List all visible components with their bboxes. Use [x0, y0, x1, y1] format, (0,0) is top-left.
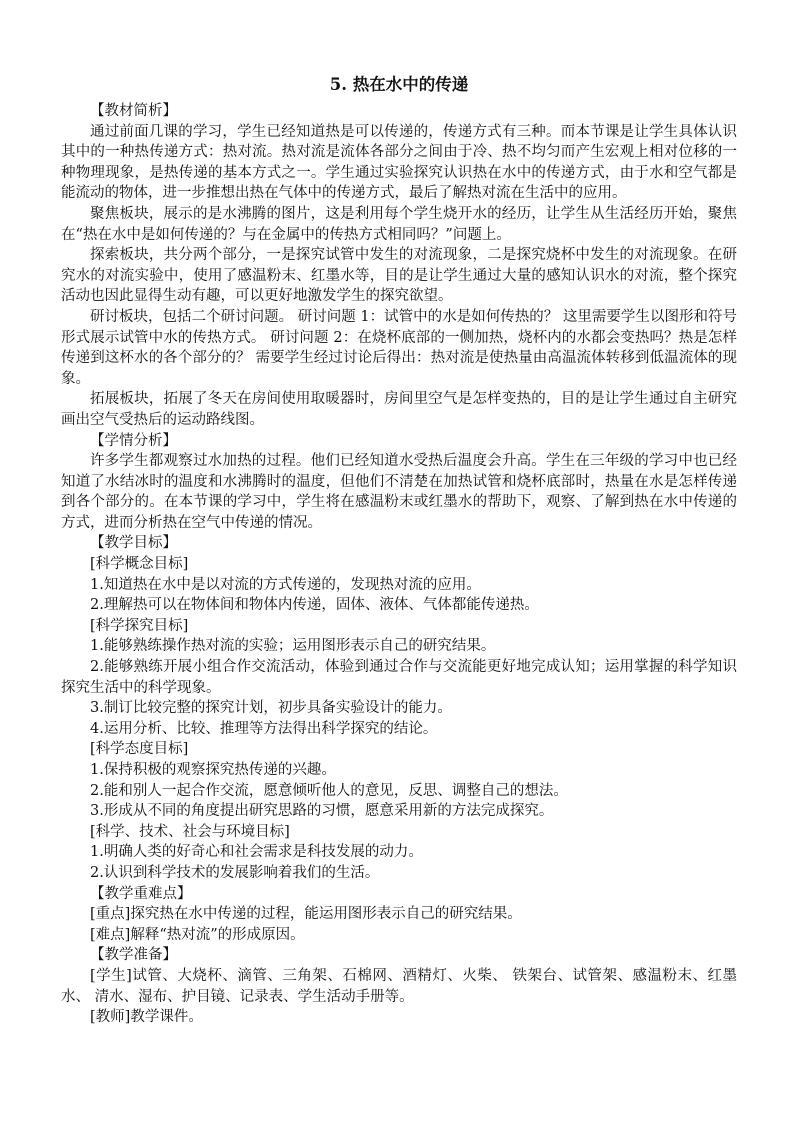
goal-group-label: [科学概念目标]: [90, 556, 189, 573]
keypoint-line: [难点]解释“热对流”的形成原因。: [90, 926, 305, 943]
document-body: [61, 74, 737, 1028]
paragraph: 许多学生都观察过水加热的过程。他们已经知道水受热后温度会升高。学生在三年级的学习中也已经知道了水结冰时的温度和水沸腾时的温度，但他们不清楚在加热试管和烧杯底部时，热量在水是怎样传递到各个部分的。在本节课的学习中，学生将在感温粉末或红墨水的帮助下，观察、了解到热在水中传递的方式，进而分析热在空气中传递的情况。: [61, 453, 737, 531]
goal-item: 1.能够熟练操作热对流的实验；运用图形表示自己的研究结果。: [90, 638, 496, 655]
goal-group-label: [科学、技术、社会与环境目标]: [90, 823, 290, 840]
goal-item: 2.认识到科学技术的发展影响着我们的生活。: [90, 864, 380, 881]
goal-item: 3.形成从不同的角度提出研究思路的习惯，愿意采用新的方法完成探究。: [90, 803, 554, 820]
goal-item: 2.能和别人一起合作交流，愿意倾听他人的意见，反思、调整自己的想法。: [90, 782, 568, 799]
goal-group-label: [科学态度目标]: [90, 741, 189, 758]
goal-item: 1.知道热在水中是以对流的方式传递的，发现热对流的应用。: [90, 576, 481, 593]
goal-item: 1.保持积极的观察探究热传递的兴趣。: [90, 762, 336, 778]
page-title: 5. 热在水中的传递: [329, 75, 469, 94]
paragraph: 研讨板块，包括二个研讨问题。 研讨问题 1：试管中的水是如何传热的？ 这里需要学生以图形和符号形式展示试管中水的传热方式。 研讨问题 2：在烧杯底部的一侧加热，烧杯内的水都会变热吗？热是怎样传递到这杯水的各个部分的？ 需要学生经过讨论后得出：热对流是使热量由高温流体转移到低温流体的现象。: [61, 308, 737, 387]
goal-item: 2.能够熟练开展小组合作交流活动，体验到通过合作与交流能更好地完成认知；运用掌握的科学知识探究生活中的科学现象。: [61, 659, 737, 696]
goal-item: 1.明确人类的好奇心和社会需求是科技发展的动力。: [90, 844, 423, 861]
section-heading-goals: 【教学目标】: [90, 535, 177, 552]
section-heading-prep: 【教学准备】: [90, 947, 177, 964]
paragraph: 通过前面几课的学习，学生已经知道热是可以传递的，传递方式有三种。而本节课是让学生具体认识其中的一种热传递方式：热对流。热对流是流体各部分之间由于冷、热不均匀而产生宏观上相对位移的一种物理现象，是热传递的基本方式之一。学生通过实验探究认识热在水中的传递方式，由于水和空气都是能流动的物体，进一步推想出热在气体中的传递方式，最后了解热对流在生活中的应用。: [61, 123, 737, 202]
goal-item: 2.理解热可以在物体间和物体内传递，固体、液体、气体都能传递热。: [90, 597, 539, 614]
paragraph: 聚焦板块，展示的是水沸腾的图片，这是利用每个学生烧开水的经历，让学生从生活经历开始，聚焦在“热在水中是如何传递的？与在金属中的传热方式相同吗？”问题上。: [61, 205, 737, 243]
section-heading-keypoints: 【教学重难点】: [90, 885, 192, 902]
paragraph: 拓展板块，拓展了冬天在房间使用取暖器时，房间里空气是怎样变热的，目的是让学生通过自主研究画出空气受热后的运动路线图。: [61, 391, 737, 428]
prep-line: [学生]试管、大烧杯、滴管、三角架、石棉网、酒精灯、火柴、 铁架台、试管架、感温粉末、红墨水、 清水、湿布、护目镜、记录表、学生活动手册等。: [61, 967, 737, 1005]
section-heading-learners: 【学情分析】: [90, 432, 177, 449]
section-heading-materials: 【教材简析】: [90, 103, 177, 119]
goal-group-label: [科学探究目标]: [90, 617, 189, 634]
paragraph: 探索板块，共分两个部分，一是探究试管中发生的对流现象，二是探究烧杯中发生的对流现象。在研究水的对流实验中，使用了感温粉末、红墨水等，目的是让学生通过大量的感知认识水的对流，整个探究活动也因此显得生动有趣，可以更好地激发学生的探究欲望。: [61, 247, 737, 305]
keypoint-line: [重点]探究热在水中传递的过程，能运用图形表示自己的研究结果。: [90, 906, 522, 923]
goal-item: 4.运用分析、比较、推理等方法得出科学探究的结论。: [90, 720, 438, 737]
prep-line: [教师]教学课件。: [90, 1009, 203, 1026]
goal-item: 3.制订比较完整的探究计划，初步具备实验设计的能力。: [90, 700, 452, 717]
